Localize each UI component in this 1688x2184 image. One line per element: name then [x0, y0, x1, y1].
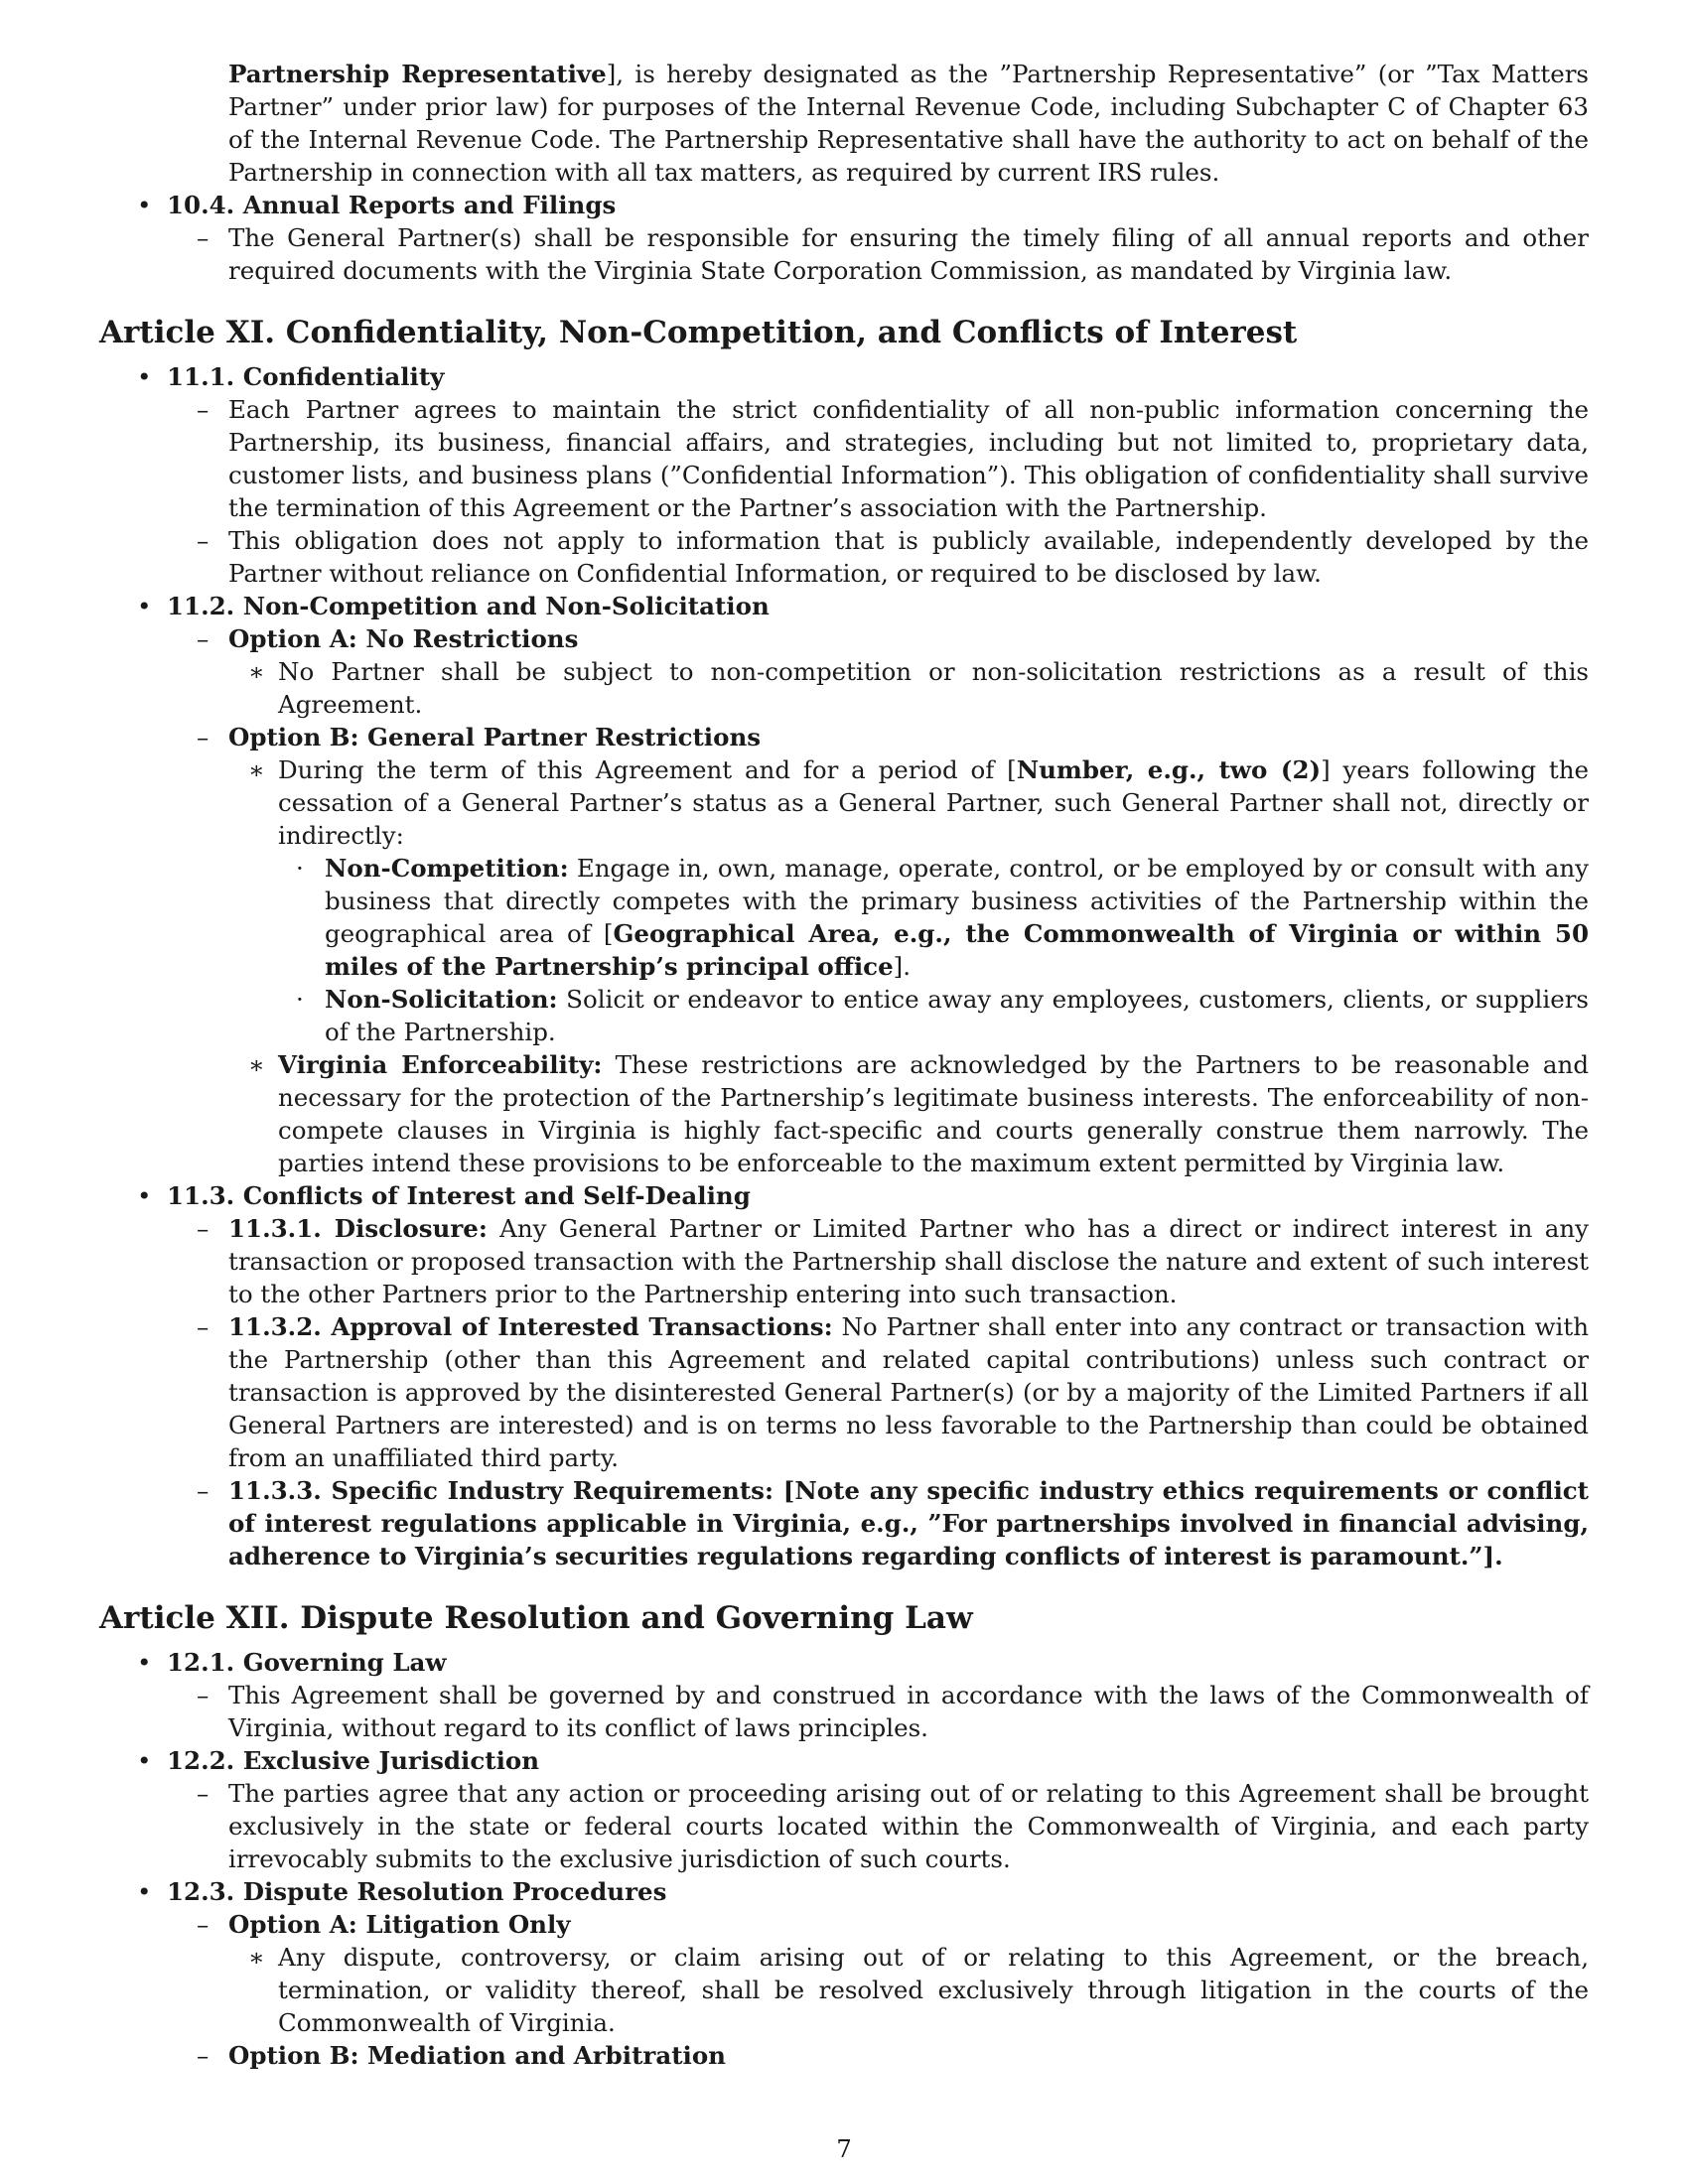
option-heading: Option A: Litigation Only — [228, 1910, 571, 1939]
document-page — [99, 58, 1589, 2072]
paragraph-text: The parties agree that any action or proceeding arising out of or relating to this Agreement shall be brought exclusively in the state or federal courts located within the Commonwealth of Virginia, and each party irrevocably submits to the exclusive jurisdiction of such courts. — [228, 1779, 1589, 1873]
option-a — [167, 1908, 1589, 2039]
list-item — [278, 852, 1589, 983]
section-12-3 — [99, 1875, 1589, 2072]
list-item — [167, 1679, 1589, 1744]
paragraph-text: No Partner shall be subject to non-competition or non-solicitation restrictions as a result of this Agreement. — [278, 657, 1589, 719]
paragraph-text: During the term of this Agreement and for a period of [ — [278, 755, 1017, 784]
section-heading: 11.3. Conflicts of Interest and Self-Dealing — [167, 1181, 751, 1210]
list-item — [278, 983, 1589, 1048]
placeholder-text: Geographical Area, e.g., the Commonwealth of Virginia or within 50 miles of the Partnership’s principal office — [325, 919, 1589, 981]
option-heading: Option B: General Partner Restrictions — [228, 723, 762, 751]
section-10-list — [99, 189, 1589, 287]
option-a — [167, 622, 1589, 721]
list-item — [167, 1212, 1589, 1310]
list-item — [167, 393, 1589, 524]
page-number: 7 — [836, 2134, 852, 2163]
item-label: Virginia Enforceability: — [278, 1050, 603, 1079]
list-item — [167, 1310, 1589, 1474]
item-label: 11.3.2. Approval of Interested Transactions: — [228, 1312, 833, 1341]
item-label: Non-Competition: — [325, 854, 569, 883]
intro-bold: Partnership Representative — [228, 60, 607, 88]
paragraph-text: The General Partner(s) shall be responsible for ensuring the timely filing of all annual reports and other required documents with the Virginia State Corporation Commission, as mandated by Virginia law. — [228, 223, 1589, 285]
item-label: 11.3.1. Disclosure: — [228, 1214, 488, 1243]
section-heading: 12.2. Exclusive Jurisdiction — [167, 1746, 540, 1775]
article-title-text: Article XII. Dispute Resolution and Governing Law — [99, 1600, 973, 1636]
placeholder-text: Number, e.g., two (2) — [1016, 755, 1322, 784]
section-12-1 — [99, 1646, 1589, 1744]
list-item — [228, 753, 1589, 1048]
article-12-title — [99, 1598, 1589, 1638]
article-11-list — [99, 360, 1589, 1572]
paragraph-text: No Partner shall enter into any contract or transaction with the Partnership (other than this Agreement and related capital contributions) unless such contract or transaction is approved by the disinterested General Partner(s) (or by a majority of the Limited Partners if all General Partners are interested) and is on terms no less favorable to the Partnership than could be obtained from an unaffiliated third party. — [228, 1312, 1589, 1472]
paragraph-text: Any dispute, controversy, or claim arising out of or relating to this Agreement, or the breach, termination, or validity thereof, shall be resolved exclusively through litigation in the courts of the Commonwealth of Virginia. — [278, 1943, 1589, 2037]
section-12-2 — [99, 1744, 1589, 1875]
intro-paragraph — [228, 58, 1589, 189]
paragraph-text: ]. — [893, 952, 912, 981]
section-11-2 — [99, 590, 1589, 1179]
option-heading: Option B: Mediation and Arbitration — [228, 2041, 726, 2070]
article-12-list — [99, 1646, 1589, 2072]
option-b — [167, 721, 1589, 1179]
option-heading: Option A: No Restrictions — [228, 624, 579, 653]
list-item — [167, 1777, 1589, 1875]
paragraph-text: This obligation does not apply to information that is publicly available, independently developed by the Partner without reliance on Confidential Information, or required to be disclosed by law. — [228, 526, 1589, 588]
section-heading: 11.2. Non-Competition and Non-Solicitation — [167, 592, 770, 620]
paragraph-text: ] years following the cessation of a General Partner’s status as a General Partner, such General Partner shall not, directly or indirectly: — [278, 755, 1589, 850]
item-label: 11.3.3. Specific Industry Requirements: — [228, 1476, 774, 1505]
paragraph-text: These restrictions are acknowledged by the Partners to be reasonable and necessary for the protection of the Partnership’s legitimate business interests. The enforceability of non-compete clauses in Virginia is highly fact-specific and courts generally construe them narrowly. The parties intend these provisions to be enforceable to the maximum extent permitted by Virginia law. — [278, 1050, 1589, 1177]
section-heading: 10.4. Annual Reports and Filings — [167, 191, 617, 219]
list-item — [228, 655, 1589, 721]
placeholder-text: [Note any specific industry ethics requirements or conflict of interest regulations applicable in Virginia, e.g., ”For partnerships involved in financial advising, adherence to Virginia’s securities regulations regarding conflicts of interest is paramount.”]. — [228, 1476, 1589, 1570]
section-11-1 — [99, 360, 1589, 590]
option-b — [167, 2039, 1589, 2072]
paragraph-text: Engage in, own, manage, operate, control, or be employed by or consult with any business that directly competes with the primary business activities of the Partnership within the geographical area of [ — [325, 854, 1589, 948]
paragraph-text: Any General Partner or Limited Partner who has a direct or indirect interest in any transaction or proposed transaction with the Partnership shall disclose the nature and extent of such interest to the other Partners prior to the Partnership entering into such transaction. — [228, 1214, 1589, 1308]
section-heading: 11.1. Confidentiality — [167, 362, 445, 391]
list-item — [228, 1048, 1589, 1179]
list-item — [167, 1474, 1589, 1572]
article-title-text: Article XI. Confidentiality, Non-Competition, and Conflicts of Interest — [99, 315, 1298, 350]
paragraph-text: Solicit or endeavor to entice away any employees, customers, clients, or suppliers of the Partnership. — [325, 985, 1589, 1046]
paragraph-text: Each Partner agrees to maintain the strict confidentiality of all non-public information concerning the Partnership, its business, financial affairs, and strategies, including but not limited to, proprietary data, customer lists, and business plans (”Confidential Information”). This obligation of confidentiality shall survive the termination of this Agreement or the Partner’s association with the Partnership. — [228, 395, 1589, 522]
intro-text: ], is hereby designated as the ”Partnership Representative” (or ”Tax Matters Partner” under prior law) for purposes of the Internal Revenue Code, including Subchapter C of Chapter 63 of the Internal Revenue Code. The Partnership Representative shall have the authority to act on behalf of the Partnership in connection with all tax matters, as required by current IRS rules. — [228, 60, 1589, 187]
section-11-3 — [99, 1179, 1589, 1572]
list-item — [167, 221, 1589, 287]
section-heading: 12.1. Governing Law — [167, 1648, 447, 1677]
item-label: Non-Solicitation: — [325, 985, 558, 1014]
list-item — [228, 1941, 1589, 2039]
paragraph-text: This Agreement shall be governed by and construed in accordance with the laws of the Commonwealth of Virginia, without regard to its conflict of laws principles. — [228, 1681, 1589, 1742]
section-10-4 — [99, 189, 1589, 287]
article-11-title — [99, 313, 1589, 352]
section-heading: 12.3. Dispute Resolution Procedures — [167, 1877, 667, 1906]
list-item — [167, 524, 1589, 590]
